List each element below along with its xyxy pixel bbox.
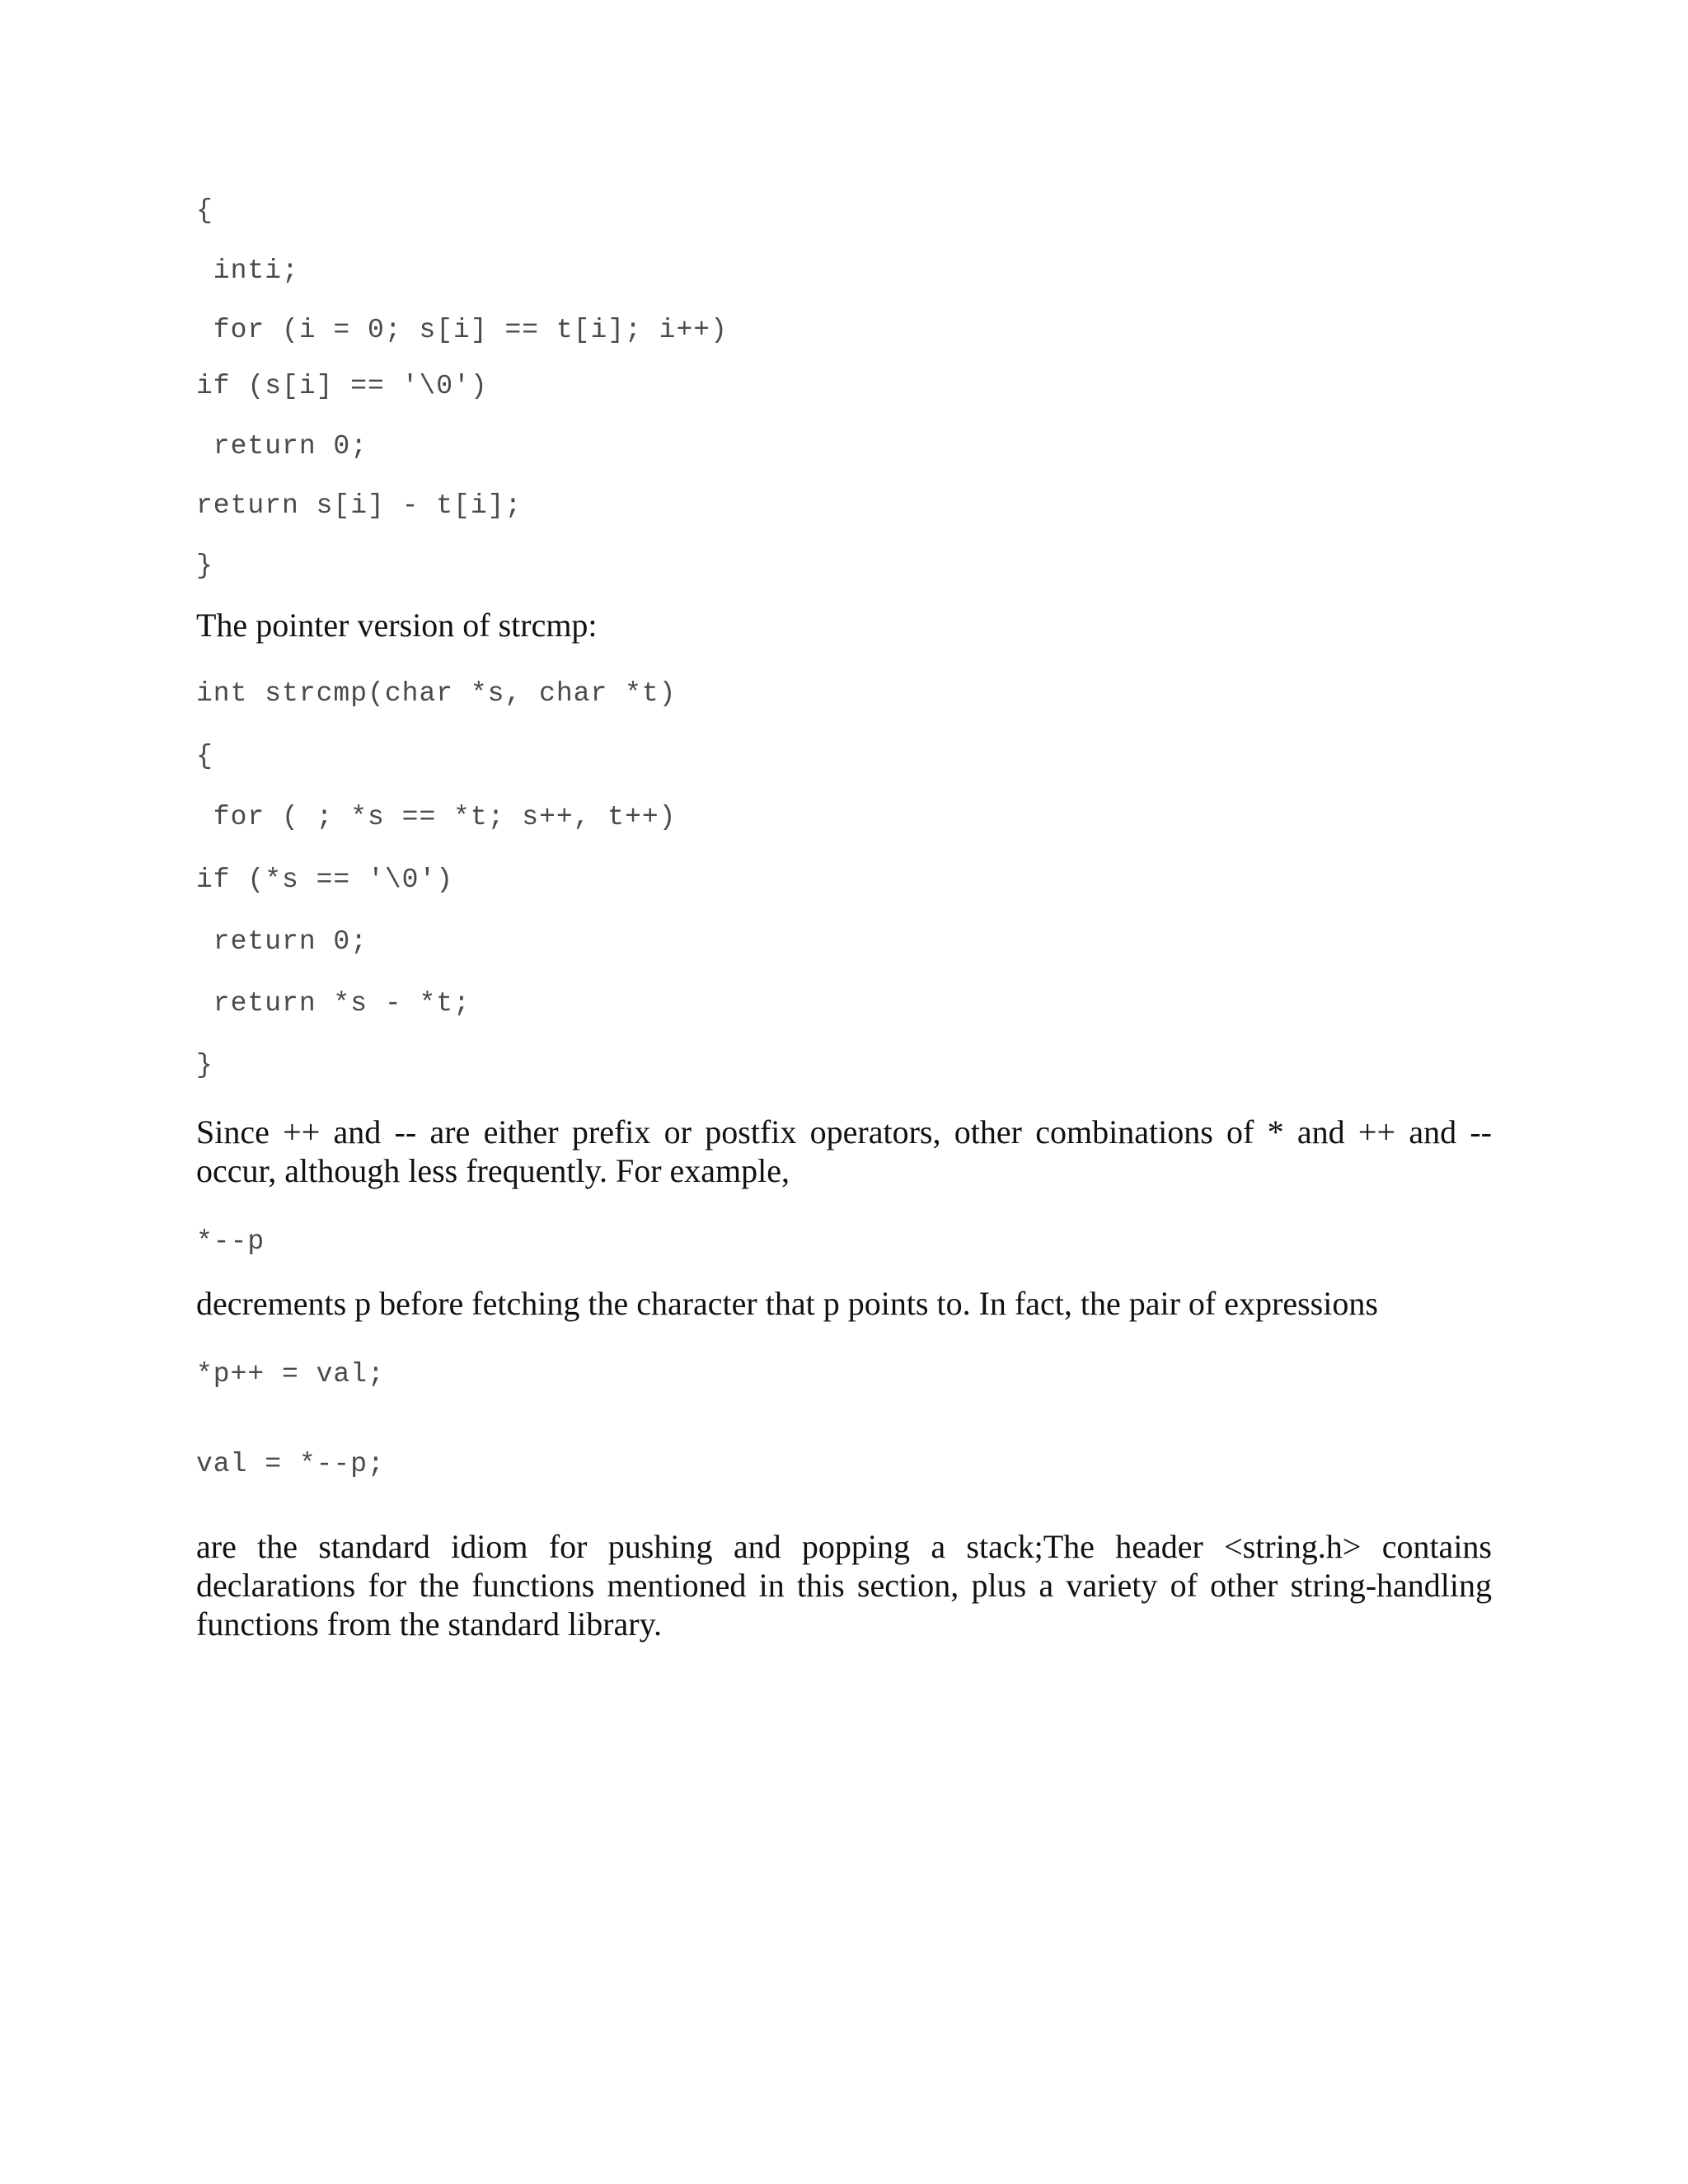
code-line-return-zero: return 0;	[196, 431, 368, 462]
code-line-for-loop-2: for ( ; *s == *t; s++, t++)	[196, 802, 677, 832]
code-line-if-null-2: if (*s == '\0')	[196, 865, 454, 895]
code-line-open-brace: {	[196, 195, 213, 226]
code-push-expression: *p++ = val;	[196, 1359, 385, 1390]
code-line-return-diff-2: return *s - *t;	[196, 988, 471, 1019]
paragraph-stack-idiom: are the standard idiom for pushing and popping a stack;The header <string.h> contains declarations for the functions mentioned in this section, plus a variety of other string-handling functions from the standard library.	[196, 1528, 1492, 1643]
code-line-return-zero-2: return 0;	[196, 926, 368, 957]
paragraph-decrements: decrements p before fetching the character that p points to. In fact, the pair of expressions	[196, 1285, 1378, 1322]
code-line-signature: int strcmp(char *s, char *t)	[196, 678, 677, 709]
section-heading-pointer-version: The pointer version of strcmp:	[196, 607, 598, 644]
code-line-int-decl: inti;	[196, 255, 299, 286]
code-line-close-brace: }	[196, 551, 213, 581]
code-line-for-loop: for (i = 0; s[i] == t[i]; i++)	[196, 315, 728, 345]
code-line-close-brace-2: }	[196, 1050, 213, 1080]
code-pop-expression: val = *--p;	[196, 1449, 385, 1479]
code-line-if-null: if (s[i] == '\0')	[196, 371, 488, 401]
paragraph-prefix-postfix: Since ++ and -- are either prefix or postfix operators, other combinations of * and ++ and -- occur, although less frequently. For example,	[196, 1113, 1492, 1189]
code-line-return-diff: return s[i] - t[i];	[196, 490, 523, 521]
code-decrement-expression: *--p	[196, 1226, 265, 1257]
code-line-open-brace-2: {	[196, 741, 213, 771]
